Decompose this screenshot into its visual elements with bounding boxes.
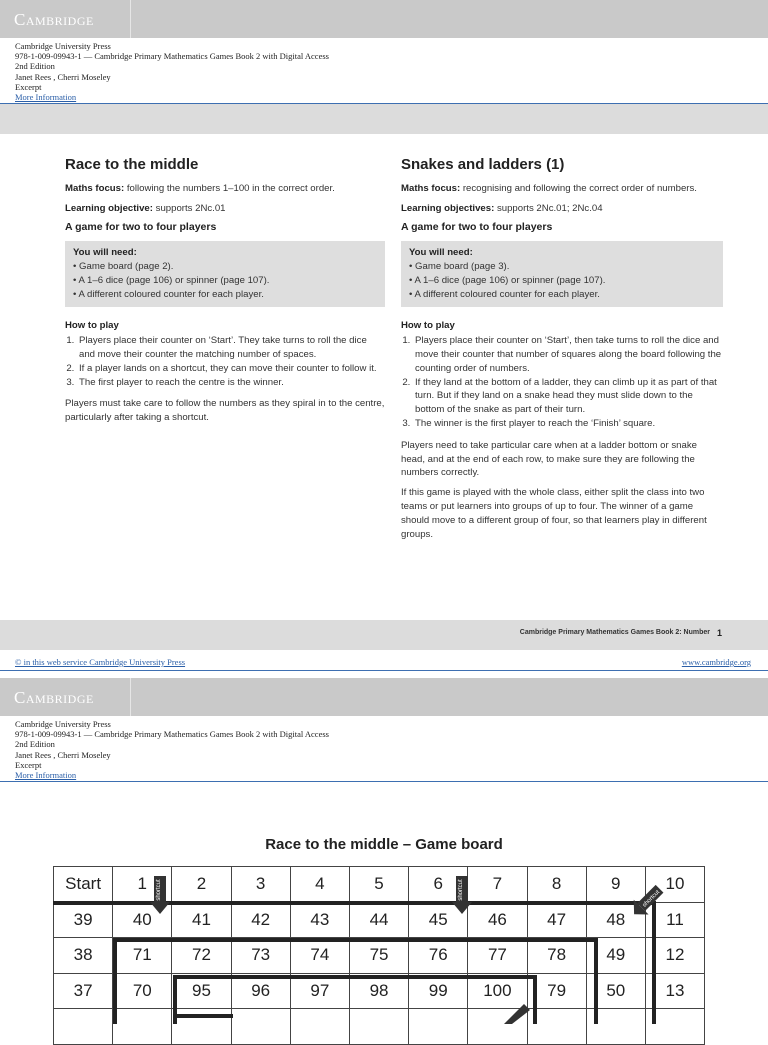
board-cell: 48 [586,902,645,938]
you-will-need-box [65,241,385,307]
board-cell: 12 [645,938,704,974]
need-item: • A different coloured counter for each player. [409,288,600,300]
learning-objective: Learning objective: supports 2Nc.01 [65,202,226,214]
top-gray-band [0,104,768,134]
page-number: 1 [716,628,722,638]
board-cell: 45 [409,902,468,938]
header-banner [0,0,768,38]
board-cell: 74 [290,938,349,974]
how-to-play-heading: How to play [401,320,455,332]
spiral-path-line [113,938,598,942]
spiral-path-line [173,1014,233,1018]
board-cell: 4 [290,867,349,903]
board-cell: 50 [586,973,645,1009]
note-paragraph: If this game is played with the whole class, either split the class into two teams or put learners into groups of up to four. The winner of a game should move to a different group of four, so that learners play in different groups. [401,487,707,540]
you-will-need-box [401,241,723,307]
cambridge-logo: Cambridge [14,688,94,707]
meta-line: Janet Rees , Cherri Moseley [15,71,111,82]
shortcut-arrow-icon [494,1000,534,1024]
board-cell: 41 [172,902,231,938]
board-cell: 11 [645,902,704,938]
board-cell: 47 [527,902,586,938]
step-item: 1. Players place their counter on ‘Start’. They take turns to roll the dice and move their counter the matching number of spaces. [77,334,385,362]
need-item: • A 1–6 dice (page 106) or spinner (page 107). [73,274,270,286]
board-cell [54,1009,113,1045]
section-title: Snakes and ladders (1) [401,156,565,173]
board-cell: 79 [527,973,586,1009]
steps-list [401,334,723,431]
board-cell: 10 [645,867,704,903]
board-cell: 39 [54,902,113,938]
board-cell: 70 [113,973,172,1009]
need-title: You will need: [409,247,473,259]
shortcut-arrow-icon [150,874,172,918]
board-title: Race to the middle – Game board [265,836,503,853]
meta-line: 2nd Edition [15,739,55,750]
board-cell: 8 [527,867,586,903]
board-cell: 77 [468,938,527,974]
spiral-path-line [173,975,537,979]
board-cell: 42 [231,902,290,938]
spiral-path-line [113,938,117,1024]
board-cell: 9 [586,867,645,903]
board-cell: 40 [113,902,172,938]
more-information-link[interactable]: More Information [15,92,77,103]
publication-meta [15,41,329,102]
board-cell: 78 [527,938,586,974]
need-item: • Game board (page 2). [73,260,174,272]
board-cell: Start [54,867,113,903]
board-cell: 71 [113,938,172,974]
section-title: Race to the middle [65,156,199,173]
board-cell: 96 [231,973,290,1009]
copyright-link[interactable]: © in this web service Cambridge University Press [15,657,186,667]
spiral-path-line [53,901,655,905]
shortcut-label: shortcut [641,889,662,909]
step-item: 2. If a player lands on a shortcut, they can move their counter to follow it. [77,362,385,376]
header-rule [0,781,768,782]
board-cell: 73 [231,938,290,974]
shortcut-arrow-icon [630,882,670,916]
board-row [54,1009,705,1045]
board-cell: 5 [349,867,408,903]
need-item: • Game board (page 3). [409,260,510,272]
note-paragraph: Players need to take particular care when at a ladder bottom or snake head, and at the end of each row, to make sure they are following the numbers correctly. [401,439,697,479]
maths-focus: Maths focus: following the numbers 1–100 in the correct order. [65,182,335,194]
players-heading: A game for two to four players [65,221,217,234]
board-cell: 95 [172,973,231,1009]
how-to-play-heading: How to play [65,320,119,332]
board-row [54,938,705,974]
meta-line: Excerpt [15,759,42,770]
more-information-link[interactable]: More Information [15,770,77,781]
header-banner [0,678,768,716]
race-to-middle-section [65,158,385,431]
logo-box [0,0,131,38]
board-cell: 3 [231,867,290,903]
meta-line: 978-1-009-09943-1 — Cambridge Primary Mathematics Games Book 2 with Digital Access [15,51,329,62]
board-cell: 37 [54,973,113,1009]
board-cell: 7 [468,867,527,903]
meta-line: Janet Rees , Cherri Moseley [15,749,111,760]
board-cell: 6 [409,867,468,903]
note-paragraph: Players must take care to follow the numbers as they spiral in to the centre, particularly after taking a shortcut. [65,398,385,424]
board-cell: 97 [290,973,349,1009]
board-cell: 72 [172,938,231,974]
step-item: 3. The first player to reach the centre is the winner. [77,376,385,390]
footer-book-title: Cambridge Primary Mathematics Games Book 2: Number [519,629,710,636]
board-cell [409,1009,468,1045]
shortcut-arrow-icon [452,874,474,918]
board-cell: 98 [349,973,408,1009]
board-cell: 1 [113,867,172,903]
board-cell: 49 [586,938,645,974]
step-item: 3. The winner is the first player to reach the ‘Finish’ square. [413,417,723,431]
board-cell [349,1009,408,1045]
board-cell [231,1009,290,1045]
shortcut-label: shortcut [156,879,162,901]
step-item: 2. If they land at the bottom of a ladder, they can climb up it as part of that turn. But if they land on a snake head they must slide down to the bottom of the snake as part of their turn. [413,376,723,417]
board-cell [113,1009,172,1045]
board-cell: 38 [54,938,113,974]
cambridge-logo: Cambridge [14,10,94,29]
board-cell: 44 [349,902,408,938]
players-heading: A game for two to four players [401,221,553,234]
cambridge-site-link[interactable]: www.cambridge.org [681,657,751,667]
board-cell: 43 [290,902,349,938]
board-cell: 76 [409,938,468,974]
learning-objective: Learning objectives: supports 2Nc.01; 2Nc.04 [401,202,603,214]
meta-line: Cambridge University Press [15,719,111,729]
footer-rule [0,670,768,671]
shortcut-label: shortcut [458,879,464,901]
need-item: • A different coloured counter for each player. [73,288,264,300]
meta-line: 2nd Edition [15,61,55,72]
board-cell: 13 [645,973,704,1009]
meta-line: 978-1-009-09943-1 — Cambridge Primary Mathematics Games Book 2 with Digital Access [15,729,329,740]
board-cell: 2 [172,867,231,903]
meta-line: Excerpt [15,81,42,92]
board-cell: 46 [468,902,527,938]
board-cell: 99 [409,973,468,1009]
step-item: 1. Players place their counter on ‘Start’, then take turns to roll the dice and move their counter that number of squares along the board following the counting order of numbers. [413,334,723,375]
spiral-path-line [652,901,656,1024]
steps-list [65,334,385,389]
need-item: • A 1–6 dice (page 106) or spinner (page 107). [409,274,606,286]
spiral-path-line [594,938,598,1024]
need-title: You will need: [73,247,137,259]
board-cell [290,1009,349,1045]
logo-box [0,678,131,716]
maths-focus: Maths focus: recognising and following the correct order of numbers. [401,182,697,194]
board-cell: 100 [468,973,527,1009]
board-cell: 75 [349,938,408,974]
snakes-ladders-section [401,158,723,547]
meta-line: Cambridge University Press [15,41,111,51]
publication-meta [15,719,329,780]
